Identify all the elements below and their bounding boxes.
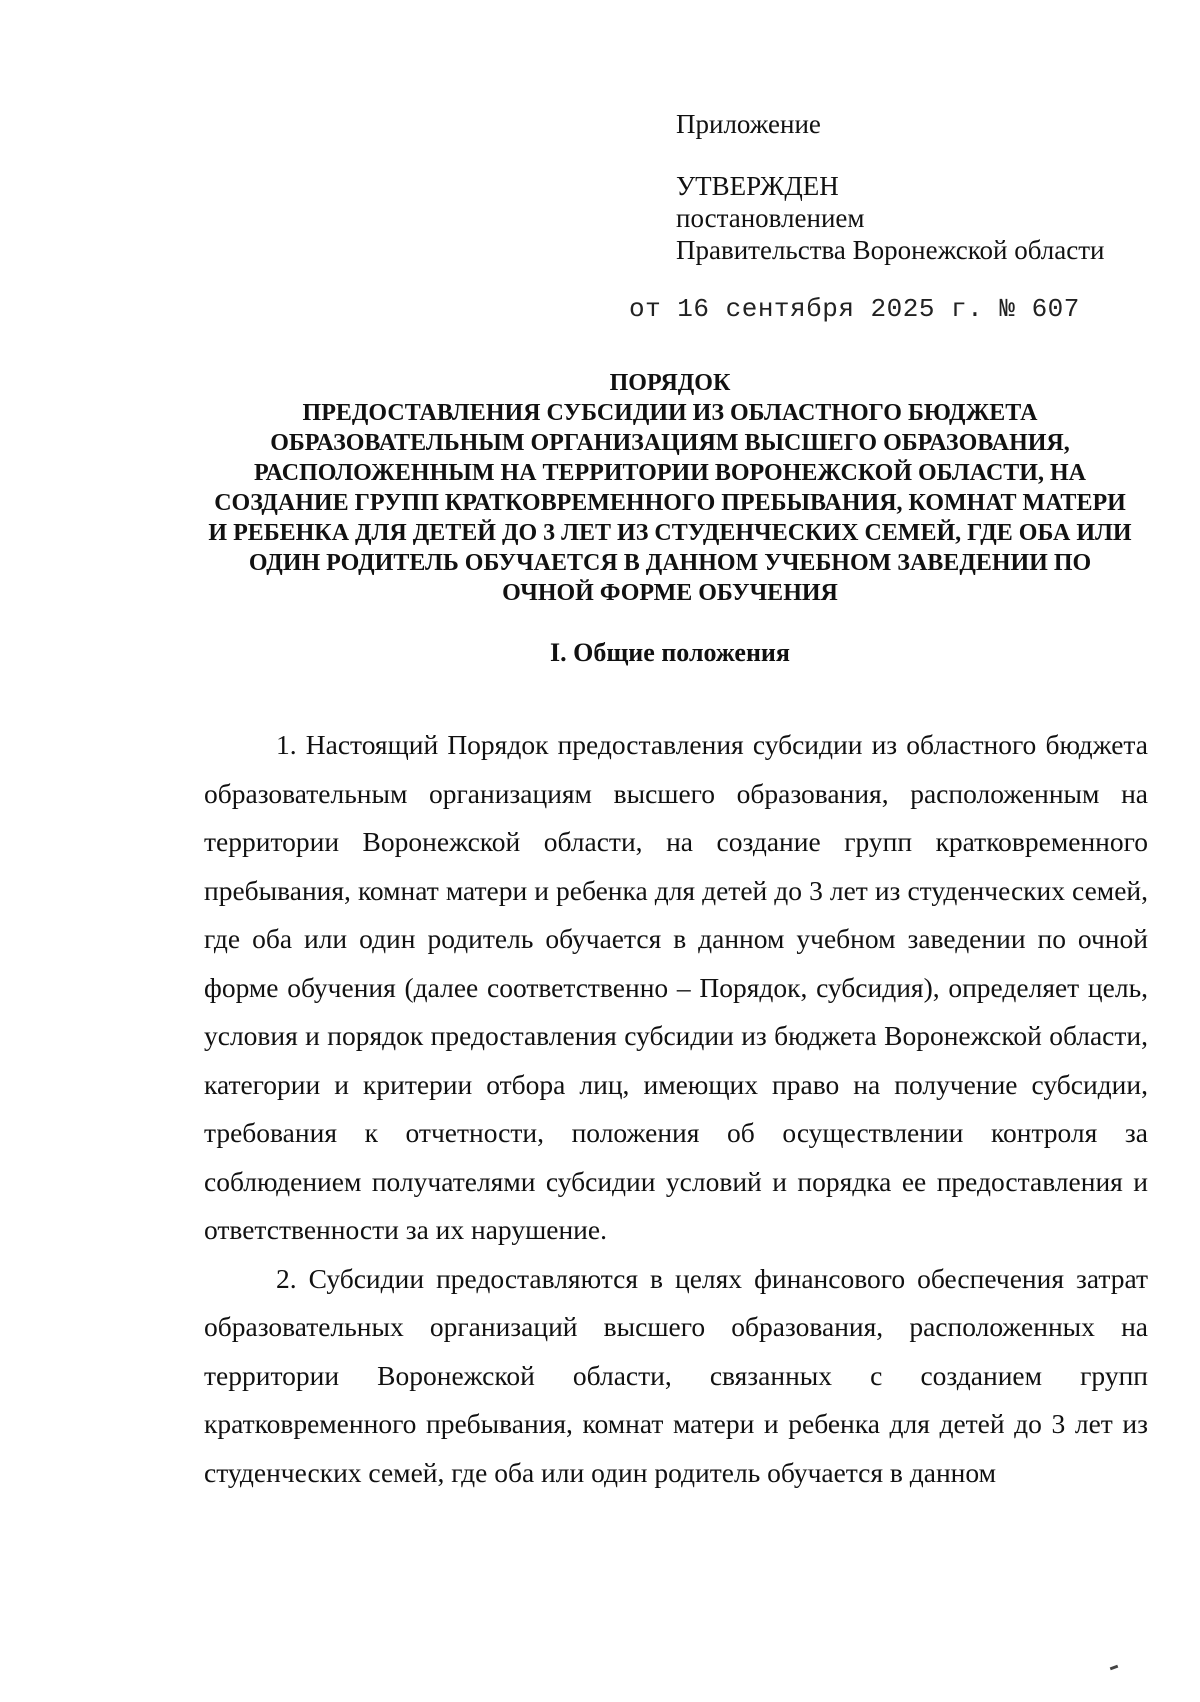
paragraph-1: 1. Настоящий Порядок предоставления субсидии из областного бюджета образовательным организациям высшего образования, расположенным на территории Воронежской области, на создание групп кратковременного пребывания, комнат матери и ребенка для детей до 3 лет из студенческих семей, где оба или один родитель обучается в данном учебном заведении по очной форме обучения (далее соответственно – Порядок, субсидия), определяет цель, условия и порядок предоставления субсидии из бюджета Воронежской области, категории и критерии отбора лиц, имеющих право на получение субсидии, требования к отчетности, положения об осуществлении контроля за соблюдением получателями субсидии условий и порядка ее предоставления и ответственности за их нарушение. (204, 729, 1148, 1245)
title-line: СОЗДАНИЕ ГРУПП КРАТКОВРЕМЕННОГО ПРЕБЫВАНИЯ, КОМНАТ МАТЕРИ (214, 490, 1126, 516)
approval-block (676, 108, 1176, 266)
title-line: РАСПОЛОЖЕННЫМ НА ТЕРРИТОРИИ ВОРОНЕЖСКОЙ ОБЛАСТИ, НА (254, 460, 1086, 486)
document-title (190, 368, 1150, 608)
approved-label: УТВЕРЖДЕН (676, 171, 839, 201)
title-line: И РЕБЕНКА ДЛЯ ДЕТЕЙ ДО 3 ЛЕТ ИЗ СТУДЕНЧЕСКИХ СЕМЕЙ, ГДЕ ОБА ИЛИ (208, 520, 1132, 546)
document-body (204, 721, 1148, 1497)
decree-label: постановлением (676, 203, 865, 233)
section-heading: I. Общие положения (550, 638, 790, 667)
scan-speck (1110, 1665, 1119, 1671)
title-line: ПОРЯДОК (609, 370, 731, 396)
title-line: ОБРАЗОВАТЕЛЬНЫМ ОРГАНИЗАЦИЯМ ВЫСШЕГО ОБРАЗОВАНИЯ, (270, 430, 1070, 456)
paragraph-2: 2. Субсидии предоставляются в целях финансового обеспечения затрат образовательных организаций высшего образования, расположенных на территории Воронежской области, связанных с созданием групп кратковременного пребывания, комнат матери и ребенка для детей до 3 лет из студенческих семей, где оба или один родитель обучается в данном (204, 1262, 1148, 1488)
decree-date-stamp: от 16 сентября 2025 г. № 607 (629, 294, 1080, 324)
annex-label: Приложение (676, 109, 821, 139)
title-line: ОЧНОЙ ФОРМЕ ОБУЧЕНИЯ (502, 580, 838, 606)
title-line: ОДИН РОДИТЕЛЬ ОБУЧАЕТСЯ В ДАННОМ УЧЕБНОМ ЗАВЕДЕНИИ ПО (248, 550, 1092, 576)
authority-label: Правительства Воронежской области (676, 235, 1105, 265)
title-line: ПРЕДОСТАВЛЕНИЯ СУБСИДИИ ИЗ ОБЛАСТНОГО БЮДЖЕТА (302, 400, 1038, 426)
